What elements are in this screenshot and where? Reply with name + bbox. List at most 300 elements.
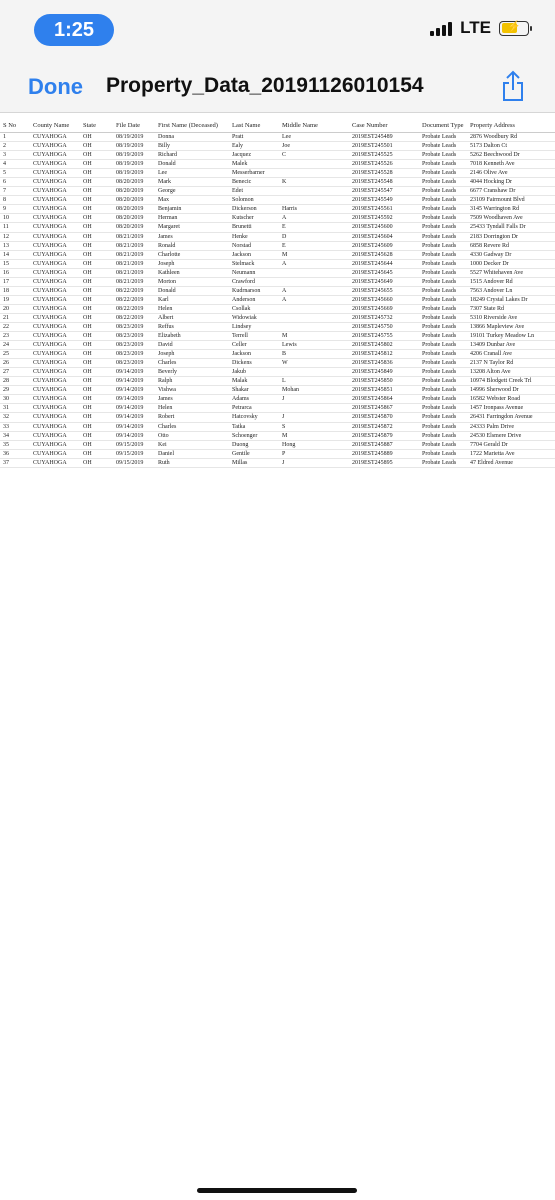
table-cell: 14996 Sherwood Dr xyxy=(467,386,555,395)
table-cell: CUYAHOGA xyxy=(30,368,80,377)
table-cell: Probate Leads xyxy=(419,187,467,196)
table-cell: OH xyxy=(80,377,113,386)
table-cell: 6 xyxy=(0,178,30,187)
table-cell: Tatka xyxy=(229,422,279,431)
table-cell: OH xyxy=(80,431,113,440)
table-cell: 08/19/2019 xyxy=(113,142,155,151)
table-cell: CUYAHOGA xyxy=(30,187,80,196)
status-indicators xyxy=(430,18,529,38)
table-cell: Probate Leads xyxy=(419,377,467,386)
table-cell: 9 xyxy=(0,205,30,214)
table-cell: Donald xyxy=(155,160,229,169)
table-cell: J xyxy=(279,458,349,467)
table-cell: OH xyxy=(80,160,113,169)
table-cell: 13208 Alton Ave xyxy=(467,368,555,377)
table-row xyxy=(0,232,555,241)
table-cell: Probate Leads xyxy=(419,214,467,223)
table-cell: OH xyxy=(80,259,113,268)
table-row xyxy=(0,187,555,196)
table-cell: 08/23/2019 xyxy=(113,359,155,368)
table-cell: OH xyxy=(80,350,113,359)
table-body xyxy=(0,133,555,468)
column-header: S No xyxy=(0,118,30,133)
table-cell: A xyxy=(279,259,349,268)
table-cell: Solomon xyxy=(229,196,279,205)
table-cell xyxy=(279,304,349,313)
table-cell: 1457 Ironpass Avenue xyxy=(467,404,555,413)
table-cell: Donald xyxy=(155,286,229,295)
table-cell: CUYAHOGA xyxy=(30,133,80,142)
table-cell: OH xyxy=(80,341,113,350)
table-cell: Otto xyxy=(155,431,229,440)
table-cell: Ralph xyxy=(155,377,229,386)
table-cell: OH xyxy=(80,295,113,304)
table-row xyxy=(0,422,555,431)
table-cell: 2876 Woodbury Rd xyxy=(467,133,555,142)
table-cell: CUYAHOGA xyxy=(30,359,80,368)
table-cell: Probate Leads xyxy=(419,160,467,169)
table-cell: CUYAHOGA xyxy=(30,422,80,431)
table-cell: OH xyxy=(80,205,113,214)
table-cell: 24333 Palm Drive xyxy=(467,422,555,431)
table-cell: OH xyxy=(80,359,113,368)
table-cell: 25433 Tyndall Falls Dr xyxy=(467,223,555,232)
table-cell: OH xyxy=(80,395,113,404)
table-cell: Karl xyxy=(155,295,229,304)
table-cell: 2019EST245889 xyxy=(349,449,419,458)
table-cell: 2019EST245609 xyxy=(349,241,419,250)
table-cell: Adams xyxy=(229,395,279,404)
table-row xyxy=(0,214,555,223)
table-cell: Ruth xyxy=(155,458,229,467)
table-cell: Reffus xyxy=(155,322,229,331)
table-cell: A xyxy=(279,286,349,295)
table-cell: 08/19/2019 xyxy=(113,151,155,160)
table-cell: Billy xyxy=(155,142,229,151)
table-cell: Hong xyxy=(279,440,349,449)
table-cell: 2019EST245548 xyxy=(349,178,419,187)
column-header: Document Type xyxy=(419,118,467,133)
table-cell: 1722 Marietta Ave xyxy=(467,449,555,458)
signal-icon xyxy=(430,20,452,36)
table-cell: 2019EST245864 xyxy=(349,395,419,404)
charging-icon: ⚡ xyxy=(507,20,521,33)
table-cell: 08/21/2019 xyxy=(113,241,155,250)
table-row xyxy=(0,341,555,350)
table-cell: 2019EST245528 xyxy=(349,169,419,178)
table-cell: Probate Leads xyxy=(419,277,467,286)
table-cell: Probate Leads xyxy=(419,458,467,467)
table-cell: Benecic xyxy=(229,178,279,187)
table-cell: Charlotte xyxy=(155,250,229,259)
table-cell: A xyxy=(279,295,349,304)
table-cell: 23109 Fairmount Blvd xyxy=(467,196,555,205)
column-header: First Name (Deceased) xyxy=(155,118,229,133)
table-cell: OH xyxy=(80,169,113,178)
table-cell: Jackson xyxy=(229,350,279,359)
table-cell: 3 xyxy=(0,151,30,160)
table-cell: 37 xyxy=(0,458,30,467)
table-cell: CUYAHOGA xyxy=(30,395,80,404)
table-cell: Joe xyxy=(279,142,349,151)
table-cell: 08/22/2019 xyxy=(113,286,155,295)
table-cell: Probate Leads xyxy=(419,286,467,295)
column-header: Property Address xyxy=(467,118,555,133)
table-cell: 28 xyxy=(0,377,30,386)
status-bar xyxy=(0,0,555,56)
table-cell: Dickens xyxy=(229,359,279,368)
table-cell: 4044 Hocking Dr xyxy=(467,178,555,187)
table-cell: Richard xyxy=(155,151,229,160)
table-row xyxy=(0,449,555,458)
table-cell: Norstad xyxy=(229,241,279,250)
table-cell: Kutscher xyxy=(229,214,279,223)
table-cell: Joseph xyxy=(155,350,229,359)
table-cell: Millas xyxy=(229,458,279,467)
table-cell: OH xyxy=(80,142,113,151)
table-row xyxy=(0,368,555,377)
table-cell: 2019EST245526 xyxy=(349,160,419,169)
table-cell: 13 xyxy=(0,241,30,250)
table-cell: Vishwa xyxy=(155,386,229,395)
table-cell xyxy=(279,277,349,286)
table-cell: OH xyxy=(80,322,113,331)
table-cell: 09/15/2019 xyxy=(113,440,155,449)
table-cell: 2019EST245600 xyxy=(349,223,419,232)
table-row xyxy=(0,142,555,151)
table-cell: 2019EST245592 xyxy=(349,214,419,223)
table-row xyxy=(0,178,555,187)
table-cell: OH xyxy=(80,268,113,277)
table-cell: 15 xyxy=(0,259,30,268)
table-cell: 24 xyxy=(0,341,30,350)
table-cell: 2019EST245812 xyxy=(349,350,419,359)
table-cell: David xyxy=(155,341,229,350)
table-cell: 08/21/2019 xyxy=(113,232,155,241)
table-cell: OH xyxy=(80,404,113,413)
table-cell: 16582 Webster Road xyxy=(467,395,555,404)
table-cell: 09/14/2019 xyxy=(113,395,155,404)
table-row xyxy=(0,404,555,413)
table-cell: CUYAHOGA xyxy=(30,205,80,214)
table-cell: 2146 Olive Ave xyxy=(467,169,555,178)
table-cell: CUYAHOGA xyxy=(30,322,80,331)
table-cell: OH xyxy=(80,214,113,223)
table-cell: 35 xyxy=(0,440,30,449)
table-cell: Lee xyxy=(155,169,229,178)
table-cell: CUYAHOGA xyxy=(30,449,80,458)
table-cell: CUYAHOGA xyxy=(30,332,80,341)
table-row xyxy=(0,196,555,205)
table-cell: 30 xyxy=(0,395,30,404)
table-cell: 2019EST245501 xyxy=(349,142,419,151)
table-cell: OH xyxy=(80,422,113,431)
table-cell: 09/14/2019 xyxy=(113,368,155,377)
table-cell: 2019EST245549 xyxy=(349,196,419,205)
table-cell: Probate Leads xyxy=(419,250,467,259)
table-cell: CUYAHOGA xyxy=(30,440,80,449)
table-cell: 2019EST245655 xyxy=(349,286,419,295)
table-cell: Probate Leads xyxy=(419,313,467,322)
status-time[interactable]: 1:25 xyxy=(34,14,114,46)
table-cell: 2019EST245547 xyxy=(349,187,419,196)
table-cell xyxy=(279,313,349,322)
table-cell: Charles xyxy=(155,359,229,368)
table-cell: Henke xyxy=(229,232,279,241)
table-row xyxy=(0,169,555,178)
table-cell: 6677 Cranshaw Dr xyxy=(467,187,555,196)
table-cell: Hatcovsky xyxy=(229,413,279,422)
share-icon[interactable] xyxy=(501,70,525,102)
table-cell: Joseph xyxy=(155,259,229,268)
table-cell: CUYAHOGA xyxy=(30,413,80,422)
table-cell: 2019EST245660 xyxy=(349,295,419,304)
table-cell: 08/20/2019 xyxy=(113,196,155,205)
table-cell: CUYAHOGA xyxy=(30,277,80,286)
table-cell: B xyxy=(279,350,349,359)
table-cell: Daniel xyxy=(155,449,229,458)
table-cell: Probate Leads xyxy=(419,142,467,151)
table-cell: 08/19/2019 xyxy=(113,169,155,178)
table-cell: OH xyxy=(80,332,113,341)
table-cell: CUYAHOGA xyxy=(30,169,80,178)
table-cell: Probate Leads xyxy=(419,151,467,160)
table-row xyxy=(0,160,555,169)
table-cell: CUYAHOGA xyxy=(30,304,80,313)
table-cell: 17 xyxy=(0,277,30,286)
table-cell: 33 xyxy=(0,422,30,431)
property-data-table xyxy=(0,118,555,468)
table-cell: K xyxy=(279,178,349,187)
table-cell: Lindsey xyxy=(229,322,279,331)
table-cell: CUYAHOGA xyxy=(30,241,80,250)
table-cell: George xyxy=(155,187,229,196)
table-cell: E xyxy=(279,241,349,250)
network-label: LTE xyxy=(460,18,491,37)
spreadsheet-view[interactable] xyxy=(0,118,555,1200)
table-cell: CUYAHOGA xyxy=(30,268,80,277)
table-row xyxy=(0,395,555,404)
table-cell: J xyxy=(279,395,349,404)
table-cell: Probate Leads xyxy=(419,205,467,214)
table-cell: Kudrnarson xyxy=(229,286,279,295)
table-cell: OH xyxy=(80,313,113,322)
table-cell: 2019EST245669 xyxy=(349,304,419,313)
table-cell: 20 xyxy=(0,304,30,313)
table-cell: Harris xyxy=(279,205,349,214)
table-cell: 2019EST245851 xyxy=(349,386,419,395)
table-cell: 5173 Dalton Ct xyxy=(467,142,555,151)
column-header: File Date xyxy=(113,118,155,133)
table-cell: 08/22/2019 xyxy=(113,313,155,322)
table-cell: James xyxy=(155,232,229,241)
table-cell: 2183 Dorrington Dr xyxy=(467,232,555,241)
table-cell: OH xyxy=(80,386,113,395)
table-cell: M xyxy=(279,250,349,259)
table-cell: 2019EST245849 xyxy=(349,368,419,377)
table-cell: CUYAHOGA xyxy=(30,196,80,205)
top-bar xyxy=(0,0,555,113)
table-cell: 5527 Whitehaven Ave xyxy=(467,268,555,277)
table-cell xyxy=(279,196,349,205)
table-row xyxy=(0,313,555,322)
table-cell xyxy=(279,169,349,178)
table-cell: Widowiak xyxy=(229,313,279,322)
done-button[interactable]: Done xyxy=(28,74,83,99)
table-cell: 2019EST245879 xyxy=(349,431,419,440)
table-cell: 1515 Andover Rd xyxy=(467,277,555,286)
table-cell: Probate Leads xyxy=(419,413,467,422)
table-cell: Probate Leads xyxy=(419,332,467,341)
table-cell: 2019EST245887 xyxy=(349,440,419,449)
table-cell: Schoenger xyxy=(229,431,279,440)
table-cell: 47 Eldred Avenue xyxy=(467,458,555,467)
table-cell: 7563 Andover Ln xyxy=(467,286,555,295)
table-cell: 25 xyxy=(0,350,30,359)
table-cell: Messerbarner xyxy=(229,169,279,178)
table-cell: Probate Leads xyxy=(419,386,467,395)
table-cell: Probate Leads xyxy=(419,359,467,368)
table-cell: 08/23/2019 xyxy=(113,332,155,341)
table-cell: Ealy xyxy=(229,142,279,151)
column-header: County Name xyxy=(30,118,80,133)
table-cell: 2019EST245755 xyxy=(349,332,419,341)
table-cell: 09/14/2019 xyxy=(113,377,155,386)
table-cell: 21 xyxy=(0,313,30,322)
table-cell: OH xyxy=(80,151,113,160)
table-cell: CUYAHOGA xyxy=(30,223,80,232)
table-cell: Dickerson xyxy=(229,205,279,214)
table-cell: Lee xyxy=(279,133,349,142)
table-row xyxy=(0,440,555,449)
table-cell: OH xyxy=(80,178,113,187)
table-cell: Probate Leads xyxy=(419,268,467,277)
table-cell: 2019EST245870 xyxy=(349,413,419,422)
table-cell: Probate Leads xyxy=(419,241,467,250)
table-cell: CUYAHOGA xyxy=(30,313,80,322)
table-cell: 34 xyxy=(0,431,30,440)
column-header: State xyxy=(80,118,113,133)
table-cell: 1000 Decker Dr xyxy=(467,259,555,268)
table-cell: OH xyxy=(80,241,113,250)
table-cell: 08/20/2019 xyxy=(113,178,155,187)
table-cell: 08/19/2019 xyxy=(113,160,155,169)
table-cell: CUYAHOGA xyxy=(30,160,80,169)
table-cell: Edet xyxy=(229,187,279,196)
table-cell: Petrarca xyxy=(229,404,279,413)
table-cell: 14 xyxy=(0,250,30,259)
table-cell: Probate Leads xyxy=(419,368,467,377)
table-cell: 18249 Crystal Lakes Dr xyxy=(467,295,555,304)
table-cell: Robert xyxy=(155,413,229,422)
table-cell: Duong xyxy=(229,440,279,449)
table-row xyxy=(0,259,555,268)
table-cell: CUYAHOGA xyxy=(30,350,80,359)
table-cell: W xyxy=(279,359,349,368)
column-header: Last Name xyxy=(229,118,279,133)
document-title: Property_Data_20191126010154 xyxy=(106,74,424,97)
table-cell: Probate Leads xyxy=(419,178,467,187)
table-cell: 32 xyxy=(0,413,30,422)
table-cell: 08/21/2019 xyxy=(113,277,155,286)
table-cell: CUYAHOGA xyxy=(30,295,80,304)
table-cell: Probate Leads xyxy=(419,422,467,431)
table-row xyxy=(0,431,555,440)
table-cell: 2019EST245732 xyxy=(349,313,419,322)
table-cell: Charles xyxy=(155,422,229,431)
table-cell: Herman xyxy=(155,214,229,223)
table-cell: Albert xyxy=(155,313,229,322)
table-cell: 2019EST245628 xyxy=(349,250,419,259)
table-cell: 16 xyxy=(0,268,30,277)
table-cell xyxy=(279,404,349,413)
table-cell: Jackson xyxy=(229,250,279,259)
table-cell: 08/23/2019 xyxy=(113,341,155,350)
table-cell: Probate Leads xyxy=(419,431,467,440)
table-cell: 2019EST245895 xyxy=(349,458,419,467)
table-cell: 2019EST245604 xyxy=(349,232,419,241)
table-row xyxy=(0,304,555,313)
table-cell: CUYAHOGA xyxy=(30,232,80,241)
table-cell: CUYAHOGA xyxy=(30,377,80,386)
table-cell: Csollak xyxy=(229,304,279,313)
table-cell: CUYAHOGA xyxy=(30,214,80,223)
table-row xyxy=(0,350,555,359)
table-row xyxy=(0,241,555,250)
table-cell: 08/23/2019 xyxy=(113,350,155,359)
table-cell: 08/22/2019 xyxy=(113,304,155,313)
table-cell: Terrell xyxy=(229,332,279,341)
table-row xyxy=(0,359,555,368)
table-cell: Malek xyxy=(229,160,279,169)
table-cell: OH xyxy=(80,458,113,467)
table-cell: OH xyxy=(80,368,113,377)
table-cell: 22 xyxy=(0,322,30,331)
table-cell: 08/20/2019 xyxy=(113,214,155,223)
table-cell: M xyxy=(279,431,349,440)
table-cell: Beverly xyxy=(155,368,229,377)
table-cell: Pratt xyxy=(229,133,279,142)
table-cell: C xyxy=(279,151,349,160)
table-cell: 2019EST245525 xyxy=(349,151,419,160)
table-cell: 2 xyxy=(0,142,30,151)
home-indicator[interactable] xyxy=(197,1188,357,1193)
table-cell: 2019EST245850 xyxy=(349,377,419,386)
table-cell: CUYAHOGA xyxy=(30,386,80,395)
table-cell: OH xyxy=(80,133,113,142)
table-cell: 24530 Elsmere Drive xyxy=(467,431,555,440)
table-cell: CUYAHOGA xyxy=(30,286,80,295)
table-cell: Helen xyxy=(155,304,229,313)
table-cell: 2019EST245649 xyxy=(349,277,419,286)
table-cell: 7509 Woodhaven Ave xyxy=(467,214,555,223)
table-cell: OH xyxy=(80,232,113,241)
table-cell: 2019EST245802 xyxy=(349,341,419,350)
table-cell: CUYAHOGA xyxy=(30,259,80,268)
table-cell: 09/15/2019 xyxy=(113,458,155,467)
table-cell: 31 xyxy=(0,404,30,413)
table-cell: OH xyxy=(80,196,113,205)
table-cell: 26431 Farringdon Avenue xyxy=(467,413,555,422)
table-cell: CUYAHOGA xyxy=(30,341,80,350)
table-cell: Helen xyxy=(155,404,229,413)
table-row xyxy=(0,286,555,295)
table-cell: CUYAHOGA xyxy=(30,142,80,151)
table-row xyxy=(0,413,555,422)
table-cell: 09/15/2019 xyxy=(113,449,155,458)
table-cell: 2019EST245489 xyxy=(349,133,419,142)
battery-icon xyxy=(499,21,529,36)
